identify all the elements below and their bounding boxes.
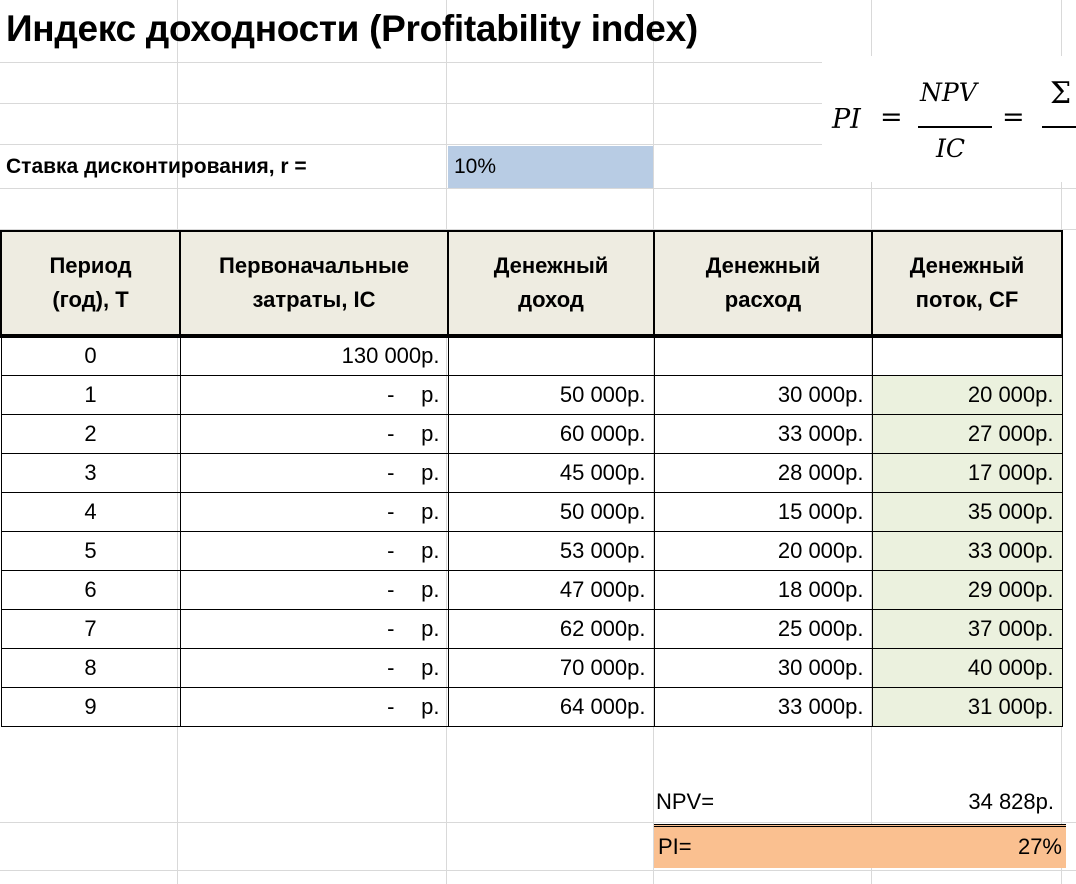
cash-flow-cell[interactable] bbox=[872, 336, 1062, 375]
initial-cost-cell[interactable] bbox=[180, 375, 448, 414]
income-cell[interactable]: 45 000р. bbox=[448, 453, 654, 492]
initial-cost-cell[interactable]: 130 000р. bbox=[180, 336, 448, 375]
currency-suffix: р. bbox=[421, 498, 440, 524]
cash-flow-cell[interactable]: 35 000р. bbox=[872, 492, 1062, 531]
cash-flow-cell[interactable]: 20 000р. bbox=[872, 375, 1062, 414]
period-cell[interactable]: 7 bbox=[1, 609, 180, 648]
gridline bbox=[0, 870, 1076, 871]
npv-value[interactable]: 34 828р. bbox=[968, 789, 1054, 814]
npv-label[interactable]: NPV= bbox=[656, 789, 715, 814]
income-cell[interactable]: 64 000р. bbox=[448, 687, 654, 726]
formula-equals: = bbox=[880, 102, 903, 133]
header-period[interactable]: Период (год), T bbox=[1, 231, 180, 336]
pi-value[interactable]: 27% bbox=[1017, 834, 1062, 859]
initial-cost-cell[interactable] bbox=[180, 648, 448, 687]
cash-flow-cell[interactable]: 31 000р. bbox=[872, 687, 1062, 726]
table-row bbox=[1, 492, 1062, 531]
table-row bbox=[1, 414, 1062, 453]
zero-dash: - bbox=[387, 576, 395, 602]
period-cell[interactable]: 0 bbox=[1, 336, 180, 375]
income-cell[interactable]: 62 000р. bbox=[448, 609, 654, 648]
currency-suffix: р. bbox=[421, 420, 440, 446]
table-row bbox=[1, 531, 1062, 570]
expense-cell[interactable]: 25 000р. bbox=[654, 609, 872, 648]
cash-flow-cell[interactable]: 37 000р. bbox=[872, 609, 1062, 648]
currency-suffix: р. bbox=[421, 693, 440, 719]
pi-formula-image[interactable] bbox=[822, 56, 1076, 182]
period-cell[interactable]: 3 bbox=[1, 453, 180, 492]
table-row bbox=[1, 453, 1062, 492]
table-row bbox=[1, 609, 1062, 648]
table-row bbox=[1, 336, 1062, 375]
discount-rate-cell[interactable]: 10% bbox=[448, 146, 653, 188]
initial-cost-cell[interactable] bbox=[180, 687, 448, 726]
cash-flow-cell[interactable]: 29 000р. bbox=[872, 570, 1062, 609]
income-cell[interactable]: 50 000р. bbox=[448, 375, 654, 414]
gridline bbox=[0, 822, 1076, 823]
header-expense[interactable]: Денежный расход bbox=[654, 231, 872, 336]
pi-label[interactable]: PI= bbox=[658, 834, 692, 859]
expense-cell[interactable]: 33 000р. bbox=[654, 687, 872, 726]
formula-fraction-bar-2 bbox=[1042, 126, 1076, 128]
initial-cost-cell[interactable] bbox=[180, 609, 448, 648]
expense-cell[interactable] bbox=[654, 336, 872, 375]
cash-flow-cell[interactable]: 27 000р. bbox=[872, 414, 1062, 453]
period-cell[interactable]: 4 bbox=[1, 492, 180, 531]
period-cell[interactable]: 1 bbox=[1, 375, 180, 414]
header-initial-cost[interactable]: Первоначальные затраты, IC bbox=[180, 231, 448, 336]
formula-equals-2: = bbox=[1002, 102, 1025, 133]
period-cell[interactable]: 5 bbox=[1, 531, 180, 570]
zero-dash: - bbox=[387, 420, 395, 446]
sheet-title[interactable]: Индекс доходности (Profitability index) bbox=[6, 8, 698, 49]
expense-cell[interactable]: 20 000р. bbox=[654, 531, 872, 570]
header-income[interactable]: Денежный доход bbox=[448, 231, 654, 336]
header-cash-flow[interactable]: Денежный поток, CF bbox=[872, 231, 1062, 336]
formula-sigma: Σ bbox=[1050, 76, 1072, 111]
formula-fraction-bar bbox=[918, 126, 992, 128]
formula-numerator: NPV bbox=[920, 78, 977, 107]
formula-pi: PI bbox=[832, 104, 861, 135]
currency-suffix: р. bbox=[421, 459, 440, 485]
table-row bbox=[1, 570, 1062, 609]
initial-cost-cell[interactable] bbox=[180, 531, 448, 570]
discount-rate-label[interactable]: Ставка дисконтирования, r = bbox=[6, 155, 307, 178]
period-cell[interactable]: 9 bbox=[1, 687, 180, 726]
zero-dash: - bbox=[387, 693, 395, 719]
currency-suffix: р. bbox=[421, 537, 440, 563]
currency-suffix: р. bbox=[421, 381, 440, 407]
zero-dash: - bbox=[387, 381, 395, 407]
cash-flow-cell[interactable]: 40 000р. bbox=[872, 648, 1062, 687]
currency-suffix: р. bbox=[421, 654, 440, 680]
initial-cost-cell[interactable] bbox=[180, 414, 448, 453]
cash-flow-cell[interactable]: 33 000р. bbox=[872, 531, 1062, 570]
income-cell[interactable]: 53 000р. bbox=[448, 531, 654, 570]
income-cell[interactable]: 60 000р. bbox=[448, 414, 654, 453]
currency-suffix: р. bbox=[421, 615, 440, 641]
initial-cost-cell[interactable] bbox=[180, 453, 448, 492]
expense-cell[interactable]: 33 000р. bbox=[654, 414, 872, 453]
formula-denominator: IC bbox=[936, 134, 966, 163]
zero-dash: - bbox=[387, 615, 395, 641]
gridline bbox=[0, 188, 1076, 189]
zero-dash: - bbox=[387, 654, 395, 680]
pi-result-row bbox=[654, 824, 1066, 868]
zero-dash: - bbox=[387, 537, 395, 563]
expense-cell[interactable]: 30 000р. bbox=[654, 375, 872, 414]
table-row bbox=[1, 687, 1062, 726]
income-cell[interactable]: 50 000р. bbox=[448, 492, 654, 531]
currency-suffix: р. bbox=[421, 576, 440, 602]
period-cell[interactable]: 8 bbox=[1, 648, 180, 687]
cash-flow-table bbox=[0, 230, 1063, 727]
initial-cost-cell[interactable] bbox=[180, 570, 448, 609]
cash-flow-cell[interactable]: 17 000р. bbox=[872, 453, 1062, 492]
expense-cell[interactable]: 28 000р. bbox=[654, 453, 872, 492]
table-header-row bbox=[1, 231, 1062, 336]
income-cell[interactable]: 70 000р. bbox=[448, 648, 654, 687]
expense-cell[interactable]: 15 000р. bbox=[654, 492, 872, 531]
period-cell[interactable]: 2 bbox=[1, 414, 180, 453]
table-row bbox=[1, 375, 1062, 414]
income-cell[interactable] bbox=[448, 336, 654, 375]
initial-cost-cell[interactable] bbox=[180, 492, 448, 531]
table-row bbox=[1, 648, 1062, 687]
income-cell[interactable]: 47 000р. bbox=[448, 570, 654, 609]
period-cell[interactable]: 6 bbox=[1, 570, 180, 609]
zero-dash: - bbox=[387, 459, 395, 485]
expense-cell[interactable]: 30 000р. bbox=[654, 648, 872, 687]
expense-cell[interactable]: 18 000р. bbox=[654, 570, 872, 609]
zero-dash: - bbox=[387, 498, 395, 524]
